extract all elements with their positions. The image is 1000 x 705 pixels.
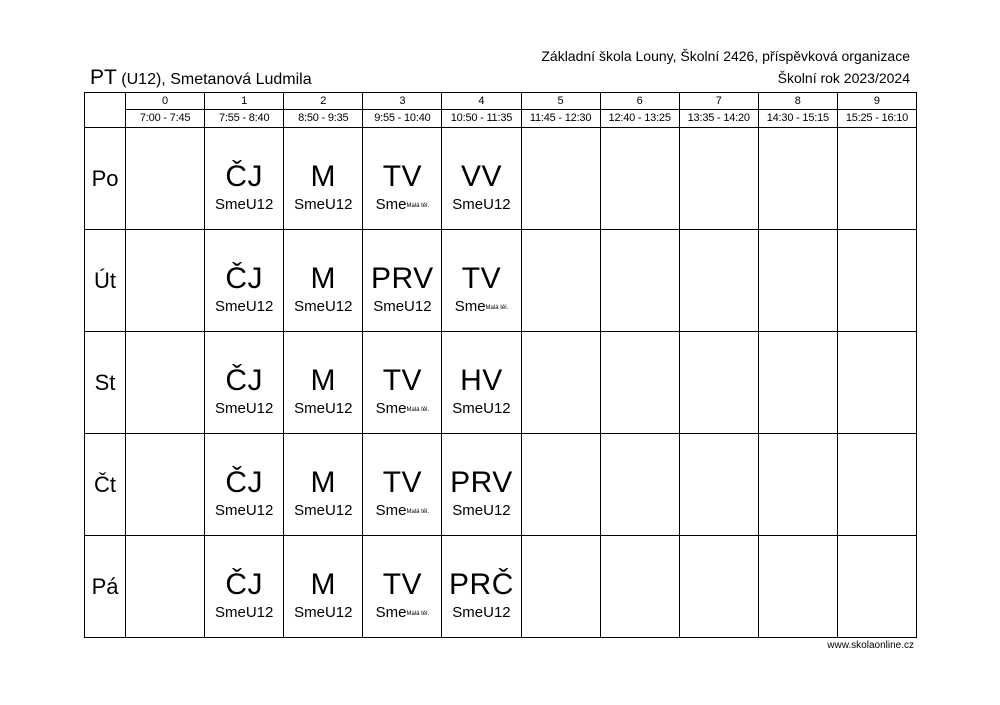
lesson-cell[interactable] [284,434,363,536]
day-row [85,128,917,230]
lesson-subject: ČJ [225,364,264,397]
lesson-subject: PRV [450,466,513,499]
website-link[interactable]: www.skolaonline.cz [827,640,914,651]
empty-cell [758,536,837,638]
lesson-room: U12 [483,400,511,417]
empty-cell [600,128,679,230]
day-label: Čt [85,434,126,536]
lesson-info [363,400,441,419]
lesson-cell[interactable] [363,536,442,638]
lesson-info [442,400,520,418]
lesson-teacher: Sme [375,400,407,417]
lesson-subject: M [310,466,337,499]
lesson-room: U12 [483,196,511,213]
lesson-room: U12 [245,604,274,621]
empty-cell [758,332,837,434]
lesson-cell[interactable] [363,332,442,434]
lesson-info [363,604,441,623]
lesson-teacher: Sme [294,400,325,417]
period-number: 5 [521,93,600,110]
empty-cell [126,332,205,434]
empty-cell [126,536,205,638]
lesson-teacher: Sme [215,298,246,315]
lesson-info [363,502,441,521]
day-row [85,230,917,332]
class-teacher: (U12), Smetanová Ludmila [121,71,312,88]
lesson-subject: HV [460,364,503,397]
empty-cell [600,332,679,434]
period-number: 3 [363,93,442,110]
lesson-teacher: Sme [375,502,407,519]
lesson-subject: ČJ [225,160,264,193]
lesson-info [284,400,362,418]
lesson-cell[interactable] [205,434,284,536]
period-time: 8:50 - 9:35 [284,110,363,128]
empty-cell [758,128,837,230]
lesson-room: U12 [324,196,353,213]
empty-cell [837,434,916,536]
lesson-teacher: Sme [452,400,484,417]
period-number: 2 [284,93,363,110]
lesson-cell[interactable] [442,128,521,230]
lesson-cell[interactable] [363,434,442,536]
lesson-info [284,604,362,622]
lesson-subject: TV [382,160,423,193]
empty-cell [679,434,758,536]
lesson-info [284,298,362,316]
lesson-info [363,196,441,215]
lesson-info [363,298,441,316]
school-year: Školní rok 2023/2024 [777,70,910,86]
lesson-subject: M [310,160,337,193]
lesson-subject: M [310,364,337,397]
empty-cell [126,230,205,332]
school-name: Základní škola Louny, Školní 2426, příspěvková organizace [541,48,910,64]
empty-cell [521,230,600,332]
lesson-cell[interactable] [442,332,521,434]
lesson-cell[interactable] [205,128,284,230]
lesson-subject: PRV [371,262,434,295]
lesson-info [205,298,283,316]
lesson-room: U12 [245,196,274,213]
lesson-subject: VV [460,160,502,193]
period-time: 10:50 - 11:35 [442,110,521,128]
lesson-teacher: Sme [452,502,484,519]
empty-cell [679,128,758,230]
lesson-room: Malá těl. [406,509,430,515]
day-label: Po [85,128,126,230]
lesson-cell[interactable] [284,230,363,332]
lesson-room: U12 [324,400,353,417]
lesson-info [205,604,283,622]
empty-cell [837,536,916,638]
lesson-room: U12 [324,298,353,315]
lesson-room: Malá těl. [485,305,509,311]
lesson-subject: PRČ [449,568,514,601]
lesson-info [284,502,362,520]
day-row [85,332,917,434]
period-number: 9 [837,93,916,110]
day-row [85,434,917,536]
empty-cell [837,128,916,230]
lesson-info [284,196,362,214]
empty-cell [837,230,916,332]
lesson-cell[interactable] [363,230,442,332]
lesson-room: U12 [245,400,274,417]
period-time: 7:00 - 7:45 [126,110,205,128]
day-label: Út [85,230,126,332]
empty-cell [521,332,600,434]
lesson-cell[interactable] [442,536,521,638]
lesson-cell[interactable] [284,128,363,230]
period-time: 9:55 - 10:40 [363,110,442,128]
lesson-teacher: Sme [373,298,405,315]
lesson-teacher: Sme [454,298,486,315]
lesson-room: U12 [324,604,353,621]
lesson-cell[interactable] [363,128,442,230]
lesson-info [442,604,520,622]
lesson-teacher: Sme [294,298,325,315]
timetable-title [90,66,312,90]
timetable [84,92,917,638]
lesson-info [205,400,283,418]
lesson-teacher: Sme [375,196,407,213]
empty-cell [600,536,679,638]
lesson-teacher: Sme [215,196,246,213]
empty-cell [600,230,679,332]
lesson-subject: M [310,568,337,601]
lesson-room: U12 [404,298,432,315]
lesson-subject: ČJ [225,262,264,295]
period-number: 7 [679,93,758,110]
period-time: 11:45 - 12:30 [521,110,600,128]
lesson-room: Malá těl. [406,203,430,209]
lesson-subject: M [310,262,337,295]
lesson-info [442,196,520,214]
empty-cell [521,536,600,638]
lesson-teacher: Sme [375,604,407,621]
lesson-subject: TV [461,262,502,295]
period-number: 6 [600,93,679,110]
period-number: 0 [126,93,205,110]
lesson-info [442,502,520,520]
period-number: 4 [442,93,521,110]
period-time-row [85,110,917,128]
lesson-room: Malá těl. [406,407,430,413]
period-number-row [85,93,917,110]
period-number: 1 [205,93,284,110]
day-row [85,536,917,638]
lesson-teacher: Sme [452,196,484,213]
empty-cell [126,128,205,230]
lesson-teacher: Sme [294,196,325,213]
empty-cell [758,230,837,332]
lesson-teacher: Sme [215,604,246,621]
lesson-subject: TV [382,466,423,499]
empty-cell [679,230,758,332]
day-label: St [85,332,126,434]
period-time: 12:40 - 13:25 [600,110,679,128]
period-time: 7:55 - 8:40 [205,110,284,128]
lesson-cell[interactable] [205,230,284,332]
lesson-cell[interactable] [284,332,363,434]
lesson-info [205,196,283,214]
empty-cell [600,434,679,536]
lesson-room: Malá těl. [406,611,430,617]
period-time: 13:35 - 14:20 [679,110,758,128]
class-code: PT [90,66,117,89]
lesson-cell[interactable] [284,536,363,638]
empty-cell [521,128,600,230]
lesson-room: U12 [324,502,353,519]
period-time: 15:25 - 16:10 [837,110,916,128]
empty-cell [758,434,837,536]
lesson-room: U12 [483,502,511,519]
lesson-cell[interactable] [442,230,521,332]
lesson-cell[interactable] [205,332,284,434]
lesson-cell[interactable] [442,434,521,536]
empty-cell [679,536,758,638]
lesson-teacher: Sme [294,502,325,519]
lesson-cell[interactable] [205,536,284,638]
day-label: Pá [85,536,126,638]
period-number: 8 [758,93,837,110]
lesson-room: U12 [483,604,511,621]
lesson-subject: ČJ [225,466,264,499]
lesson-info [442,298,520,317]
lesson-subject: TV [382,568,423,601]
lesson-teacher: Sme [215,400,246,417]
lesson-room: U12 [245,502,274,519]
lesson-teacher: Sme [294,604,325,621]
empty-cell [679,332,758,434]
lesson-room: U12 [245,298,274,315]
period-time: 14:30 - 15:15 [758,110,837,128]
lesson-subject: TV [382,364,423,397]
lesson-teacher: Sme [215,502,246,519]
empty-cell [521,434,600,536]
lesson-info [205,502,283,520]
lesson-teacher: Sme [452,604,484,621]
empty-cell [126,434,205,536]
header-corner [85,93,126,128]
lesson-subject: ČJ [225,568,264,601]
empty-cell [837,332,916,434]
